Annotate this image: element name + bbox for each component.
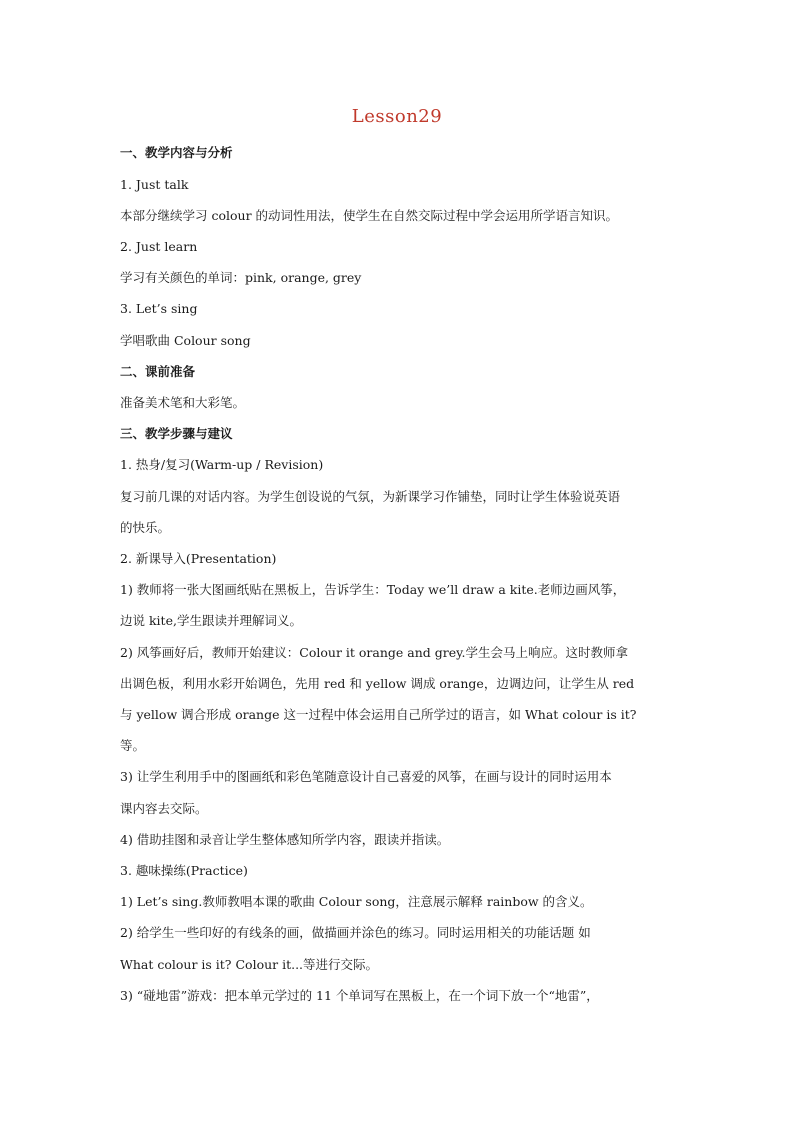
- paragraph: 2) 给学生一些印好的有线条的画，做描画并涂色的练习。同时运用相关的功能话题 如: [120, 925, 591, 940]
- paragraph: 出调色板，利用水彩开始调色，先用 red 和 yellow 调成 orange，边调边问，让学生从 red: [120, 676, 635, 691]
- paragraph: 学习有关颜色的单词：pink, orange, grey: [120, 270, 362, 285]
- paragraph: 学唱歌曲 Colour song: [120, 333, 251, 348]
- paragraph: 等。: [120, 738, 146, 753]
- paragraph: 课内容去交际。: [120, 801, 208, 816]
- paragraph: 1) 教师将一张大图画纸贴在黑板上，告诉学生：Today we’ll draw a kite.老师边画风筝，: [120, 582, 626, 597]
- section-heading-1: 一、教学内容与分析: [120, 145, 233, 160]
- paragraph: What colour is it? Colour it...等进行交际。: [120, 957, 379, 972]
- subheading-practice: 3. 趣味操练(Practice): [120, 863, 248, 878]
- paragraph: 本部分继续学习 colour 的动词性用法，使学生在自然交际过程中学会运用所学语言知识。: [120, 208, 619, 223]
- subheading-just-learn: 2. Just learn: [120, 239, 198, 254]
- paragraph: 准备美术笔和大彩笔。: [120, 395, 246, 410]
- subheading-just-talk: 1. Just talk: [120, 177, 189, 192]
- paragraph: 边说 kite,学生跟读并理解词义。: [120, 613, 302, 628]
- subheading-lets-sing: 3. Let’s sing: [120, 301, 198, 316]
- paragraph: 复习前几课的对话内容。为学生创设说的气氛，为新课学习作铺垫，同时让学生体验说英语: [120, 489, 621, 504]
- section-heading-3: 三、教学步骤与建议: [120, 426, 233, 441]
- paragraph: 与 yellow 调合形成 orange 这一过程中体会运用自己所学过的语言，如 What colour is it?: [120, 707, 637, 722]
- paragraph: 4) 借助挂图和录音让学生整体感知所学内容，跟读并指读。: [120, 832, 450, 847]
- paragraph: 3) “碰地雷”游戏：把本单元学过的 11 个单词写在黑板上，在一个词下放一个“地雷”，: [120, 988, 599, 1003]
- subheading-warm-up: 1. 热身/复习(Warm-up / Revision): [120, 457, 324, 472]
- subheading-presentation: 2. 新课导入(Presentation): [120, 551, 277, 566]
- paragraph: 的快乐。: [120, 520, 171, 535]
- paragraph: 3) 让学生利用手中的图画纸和彩色笔随意设计自己喜爱的风筝，在画与设计的同时运用本: [120, 769, 612, 784]
- paragraph: 1) Let’s sing.教师教唱本课的歌曲 Colour song，注意展示解释 rainbow 的含义。: [120, 894, 593, 909]
- section-heading-2: 二、课前准备: [120, 364, 196, 379]
- paragraph: 2) 风筝画好后，教师开始建议：Colour it orange and grey.学生会马上响应。这时教师拿: [120, 645, 629, 660]
- document-title: Lesson29: [351, 106, 443, 127]
